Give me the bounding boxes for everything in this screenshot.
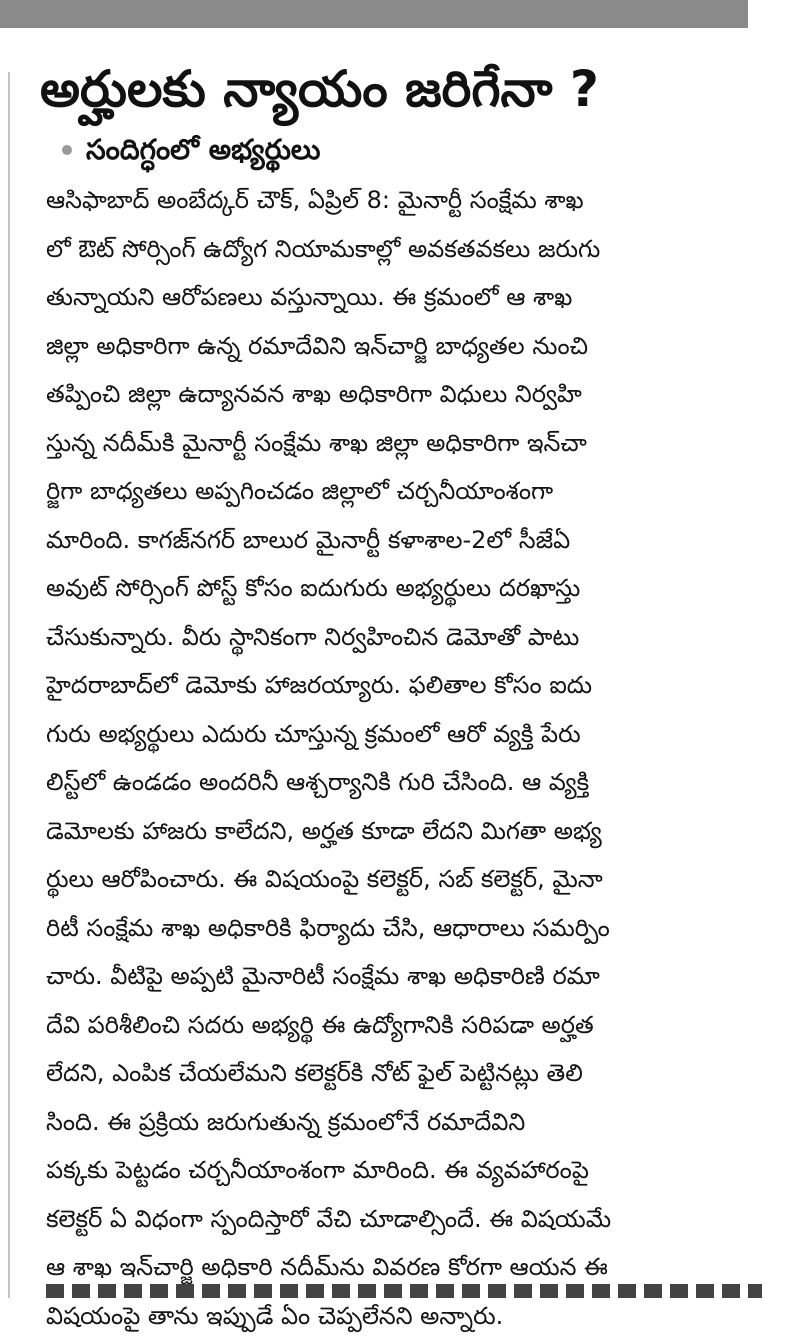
body-line: గురు అభ్యర్థులు ఎదురు చూస్తున్న క్రమంలో ఆరో వ్యక్తి పేరు bbox=[46, 710, 762, 759]
top-header-bar bbox=[0, 0, 748, 28]
next-article-cutoff bbox=[46, 1284, 762, 1298]
body-line: సింది. ఈ ప్రక్రియ జరుగుతున్న క్రమంలోనే రమాదేవిని bbox=[46, 1098, 762, 1147]
body-line: స్తున్న నదీమ్‌కి మైనార్టీ సంక్షేమ శాఖ జిల్లా అధికారిగా ఇన్‌చా bbox=[46, 419, 762, 468]
column-divider bbox=[8, 72, 10, 1298]
body-line: లేదని, ఎంపిక చేయలేమని కలెక్టర్‌కి నోట్ ఫైల్ పెట్టినట్లు తెలి bbox=[46, 1049, 762, 1098]
body-line: హైదరాబాద్‌లో డెమోకు హాజరయ్యారు. ఫలితాల కోసం ఐదు bbox=[46, 661, 762, 710]
body-line: ర్థులు ఆరోపించారు. ఈ విషయంపై కలెక్టర్, సబ్ కలెక్టర్, మైనా bbox=[46, 855, 762, 904]
body-line: తప్పించి జిల్లా ఉద్యానవన శాఖ అధికారిగా విధులు నిర్వహి bbox=[46, 370, 762, 419]
body-line: జిల్లా అధికారిగా ఉన్న రమాదేవిని ఇన్‌చార్జి బాధ్యతల నుంచి bbox=[46, 322, 762, 371]
article-subheadline bbox=[62, 128, 320, 172]
body-line: దేవి పరిశీలించి సదరు అభ్యర్థి ఈ ఉద్యోగానికి సరిపడా అర్హత bbox=[46, 1001, 762, 1050]
body-line: రిటీ సంక్షేమ శాఖ అధికారికి ఫిర్యాదు చేసి, ఆధారాలు సమర్పిం bbox=[46, 904, 762, 953]
body-line: విషయంపై తాను ఇప్పుడే ఏం చెప్పలేనని అన్నారు. bbox=[46, 1292, 762, 1340]
body-line: కలెక్టర్ ఏ విధంగా స్పందిస్తారో వేచి చూడాల్సిందే. ఈ విషయమే bbox=[46, 1195, 762, 1244]
body-line: ఆ శాఖ ఇన్‌చార్జి అధికారి నదీమ్‌ను వివరణ కోరగా ఆయన ఈ bbox=[46, 1243, 762, 1292]
body-line: ఆసిఫాబాద్ అంబేద్కర్ చౌక్, ఏప్రిల్ 8: మైనార్టీ సంక్షేమ శాఖ bbox=[46, 176, 762, 225]
cutoff-text-fragment bbox=[46, 1284, 762, 1298]
body-line: చేసుకున్నారు. వీరు స్థానికంగా నిర్వహించిన డెమోతో పాటు bbox=[46, 613, 762, 662]
body-line: పక్కకు పెట్టడం చర్చనీయాంశంగా మారింది. ఈ వ్యవహారంపై bbox=[46, 1146, 762, 1195]
body-line: మారింది. కాగజ్‌నగర్ బాలుర మైనార్టీ కళాశాల-2లో సీజేఏ bbox=[46, 516, 762, 565]
article-headline: అర్హులకు న్యాయం జరిగేనా ? bbox=[40, 54, 760, 124]
bullet-icon bbox=[62, 145, 72, 155]
body-line: తున్నాయని ఆరోపణలు వస్తున్నాయి. ఈ క్రమంలో ఆ శాఖ bbox=[46, 273, 762, 322]
body-line: డెమోలకు హాజరు కాలేదని, అర్హత కూడా లేదని మిగతా అభ్య bbox=[46, 807, 762, 856]
body-line: అవుట్ సోర్సింగ్ పోస్ట్ కోసం ఐదుగురు అభ్యర్థులు దరఖాస్తు bbox=[46, 564, 762, 613]
body-line: లో ఔట్ సోర్సింగ్ ఉద్యోగ నియామకాల్లో అవకతవకలు జరుగు bbox=[46, 225, 762, 274]
body-line: ర్జిగా బాధ్యతలు అప్పగించడం జిల్లాలో చర్చనీయాంశంగా bbox=[46, 467, 762, 516]
article-body bbox=[46, 176, 762, 1340]
body-line: చారు. వీటిపై అప్పటి మైనారిటీ సంక్షేమ శాఖ అధికారిణి రమా bbox=[46, 952, 762, 1001]
body-line: లిస్ట్‌లో ఉండడం అందరినీ ఆశ్చర్యానికి గురి చేసింది. ఆ వ్యక్తి bbox=[46, 758, 762, 807]
subheadline-text: సందిగ్ధంలో అభ్యర్థులు bbox=[86, 128, 320, 172]
